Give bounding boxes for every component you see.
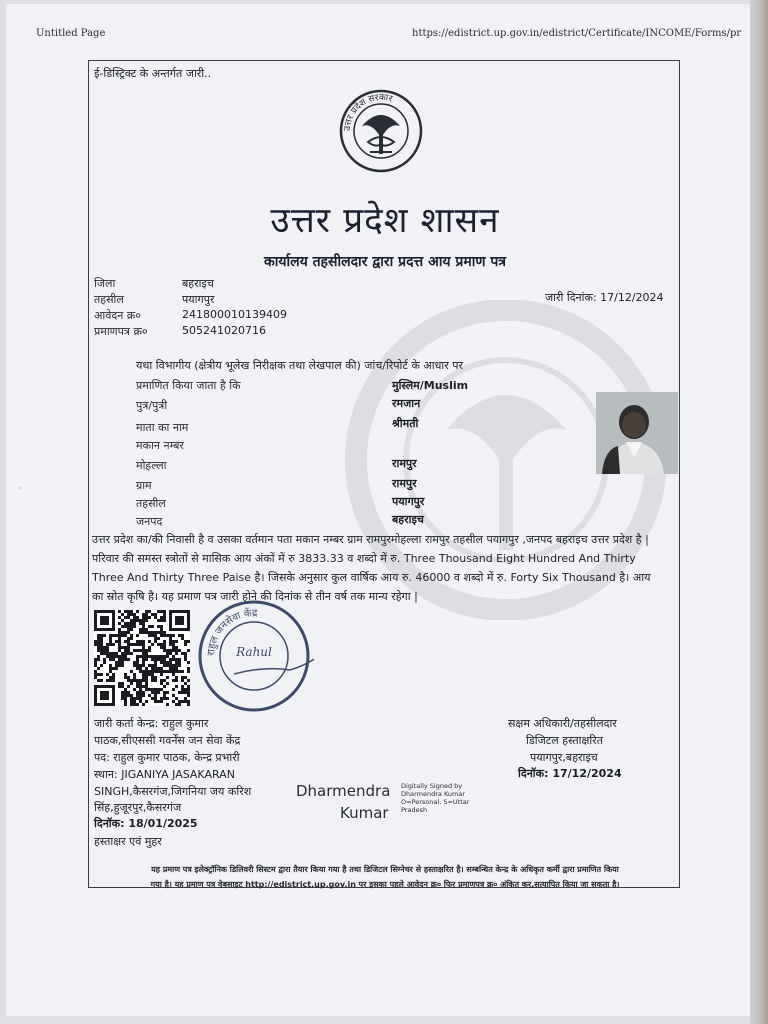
detail-value-district: बहराइच — [392, 513, 424, 526]
authority-date-value: 17/12/2024 — [552, 767, 622, 780]
detail-value-village: रामपुर — [392, 477, 417, 490]
issue-date-label: जारी दिनांक: — [545, 291, 597, 304]
detail-label-certified: प्रमाणित किया जाता है कि — [136, 379, 241, 392]
detail-value-certified: मुस्लिम/Muslim — [392, 379, 469, 392]
detail-value-tehsil: पयागपुर — [392, 495, 425, 508]
digital-signature-detail-2: Dharmendra Kumar — [401, 790, 466, 798]
issuer-line-6: सिंह,हुजूरपुर,कैसरगंज — [94, 801, 182, 814]
footer-line-2: गया है। यह प्रमाण पत्र वेबसाइट http://edistrict.up.gov.in पर इसका पहले आवेदन क्र० फिर प्रमाणपत्र क्र० अंकित कर,सत्यापित किया जा सकता है। — [150, 880, 620, 889]
digital-signature-detail-3: O=Personal, S=Uttar — [401, 798, 470, 806]
stamp-arc-text: राहुल जनसेवा केंद्र — [205, 607, 258, 657]
detail-label-village: ग्राम — [136, 479, 152, 492]
issuer-line-8: हस्ताक्षर एवं मुहर — [94, 835, 162, 848]
up-government-emblem-icon — [338, 86, 424, 176]
scan-edge — [750, 0, 768, 1024]
field-label-tehsil: तहसील — [94, 293, 124, 306]
qr-code-icon — [94, 610, 190, 706]
field-value-application-no: 241800010139409 — [182, 308, 287, 321]
income-statement-paragraph: उत्तर प्रदेश का/की निवासी है व उसका वर्तमान पता मकान नम्बर ग्राम रामपुरमोहल्ला रामपुर तहसील पयागपुर ,जनपद बहराइच उत्तर प्रदेश है | परिवार की समस्त स्त्रोतों से मासिक आय अंकों में रु 3833.33 व शब्दो में रु. Three Thousand Eight Hundred And Thirty Three And Thirty Three Paise है। जिसके अनुसार कुल वार्षिक आय रु. 46000 व शब्दो में रु. Forty Six Thousand है। आय का स्रोत कृषि है। यह प्रमाण पत्र जारी होने की दिनांक से तीन वर्ष तक मान्य रहेगा | — [92, 533, 651, 603]
digital-signature-name-2: Kumar — [340, 804, 389, 822]
footer-line-1: यह प्रमाण पत्र इलेक्ट्रॉनिक डिलिवरी सिस्टम द्वारा तैयार किया गया है तथा डिजिटल सिग्नेचर से हस्ताक्षरित है। सम्बन्धित केन्द्र के अधिकृत कर्मी द्वारा प्रमाणित किया — [151, 865, 619, 874]
issuer-line-3: पद: राहुल कुमार पाठक, केन्द्र प्रभारी — [94, 751, 240, 764]
browser-url[interactable]: https://edistrict.up.gov.in/edistrict/Certificate/INCOME/Forms/pr — [412, 28, 742, 39]
basis-text: यथा विभागीय (क्षेत्रीय भूलेख निरीक्षक तथा लेखपाल की) जांच/रिपोर्ट के आधार पर — [136, 359, 463, 372]
detail-value-locality: रामपुर — [392, 457, 417, 470]
issue-date-value: 17/12/2024 — [600, 291, 664, 304]
detail-label-son-daughter: पुत्र/पुत्री — [136, 399, 168, 412]
footer-note — [94, 862, 676, 892]
emblem-arc-text: उत्तर प्रदेश सरकार — [342, 92, 394, 132]
digital-signature-detail-4: Pradesh — [401, 806, 428, 814]
issuer-line-4: स्थान: JIGANIYA JASAKARAN — [94, 768, 235, 781]
detail-label-tehsil: तहसील — [136, 497, 166, 510]
detail-label-district: जनपद — [136, 515, 163, 528]
detail-value-son-daughter: रमजान — [392, 397, 421, 410]
issued-under-text: ई-डिस्ट्रिक्ट के अन्तर्गत जारी.. — [94, 67, 212, 80]
authority-date-label: दिनॉक: — [518, 767, 549, 780]
detail-label-house-no: मकान नम्बर — [136, 439, 184, 452]
authority-line-1: सक्षम अधिकारी/तहसीलदार — [508, 717, 617, 730]
person-photo-icon — [596, 392, 678, 474]
field-value-tehsil: पयागपुर — [182, 293, 215, 306]
authority-date — [518, 766, 622, 781]
field-value-district: बहराइच — [182, 277, 214, 290]
digital-signature-name-1: Dharmendra — [296, 782, 391, 800]
detail-label-mother: माता का नाम — [136, 421, 189, 434]
authority-line-2: डिजिटल हस्ताक्षरित — [526, 734, 603, 747]
detail-label-locality: मोहल्ला — [136, 459, 167, 472]
issuer-line-1: जारी कर्ता केन्द्र: राहुल कुमार — [94, 717, 209, 730]
applicant-photo — [596, 392, 678, 474]
digital-signature-detail — [401, 782, 469, 814]
issuer-line-2: पाठक,सीएससी गवर्नेंस जन सेवा केंद्र — [94, 734, 241, 747]
field-label-district: जिला — [94, 277, 116, 290]
scan-speck: · — [18, 484, 21, 493]
certificate-subtitle: कार्यालय तहसीलदार द्वारा प्रदत्त आय प्रमाण पत्र — [263, 254, 507, 270]
issue-date — [545, 290, 664, 305]
issuer-line-7: दिनॉक: 18/01/2025 — [94, 817, 198, 830]
issuer-line-5: SINGH,कैसरगंज,जिगनिया जय करिश — [94, 785, 252, 798]
stamp-inner-mark: Rahul — [236, 645, 272, 659]
field-label-application-no: आवेदन क्र० — [94, 309, 141, 322]
field-value-certificate-no: 505241020716 — [182, 324, 266, 337]
digital-signature-detail-1: Digitally Signed by — [401, 782, 463, 790]
certificate-title: उत्तर प्रदेश शासन — [270, 201, 500, 241]
browser-page-title: Untitled Page — [36, 28, 106, 39]
authority-line-3: पयागपुर,बहराइच — [530, 751, 598, 764]
field-label-certificate-no: प्रमाणपत्र क्र० — [94, 325, 148, 338]
detail-value-mother: श्रीमती — [392, 417, 419, 430]
seal-stamp-icon — [194, 596, 314, 716]
